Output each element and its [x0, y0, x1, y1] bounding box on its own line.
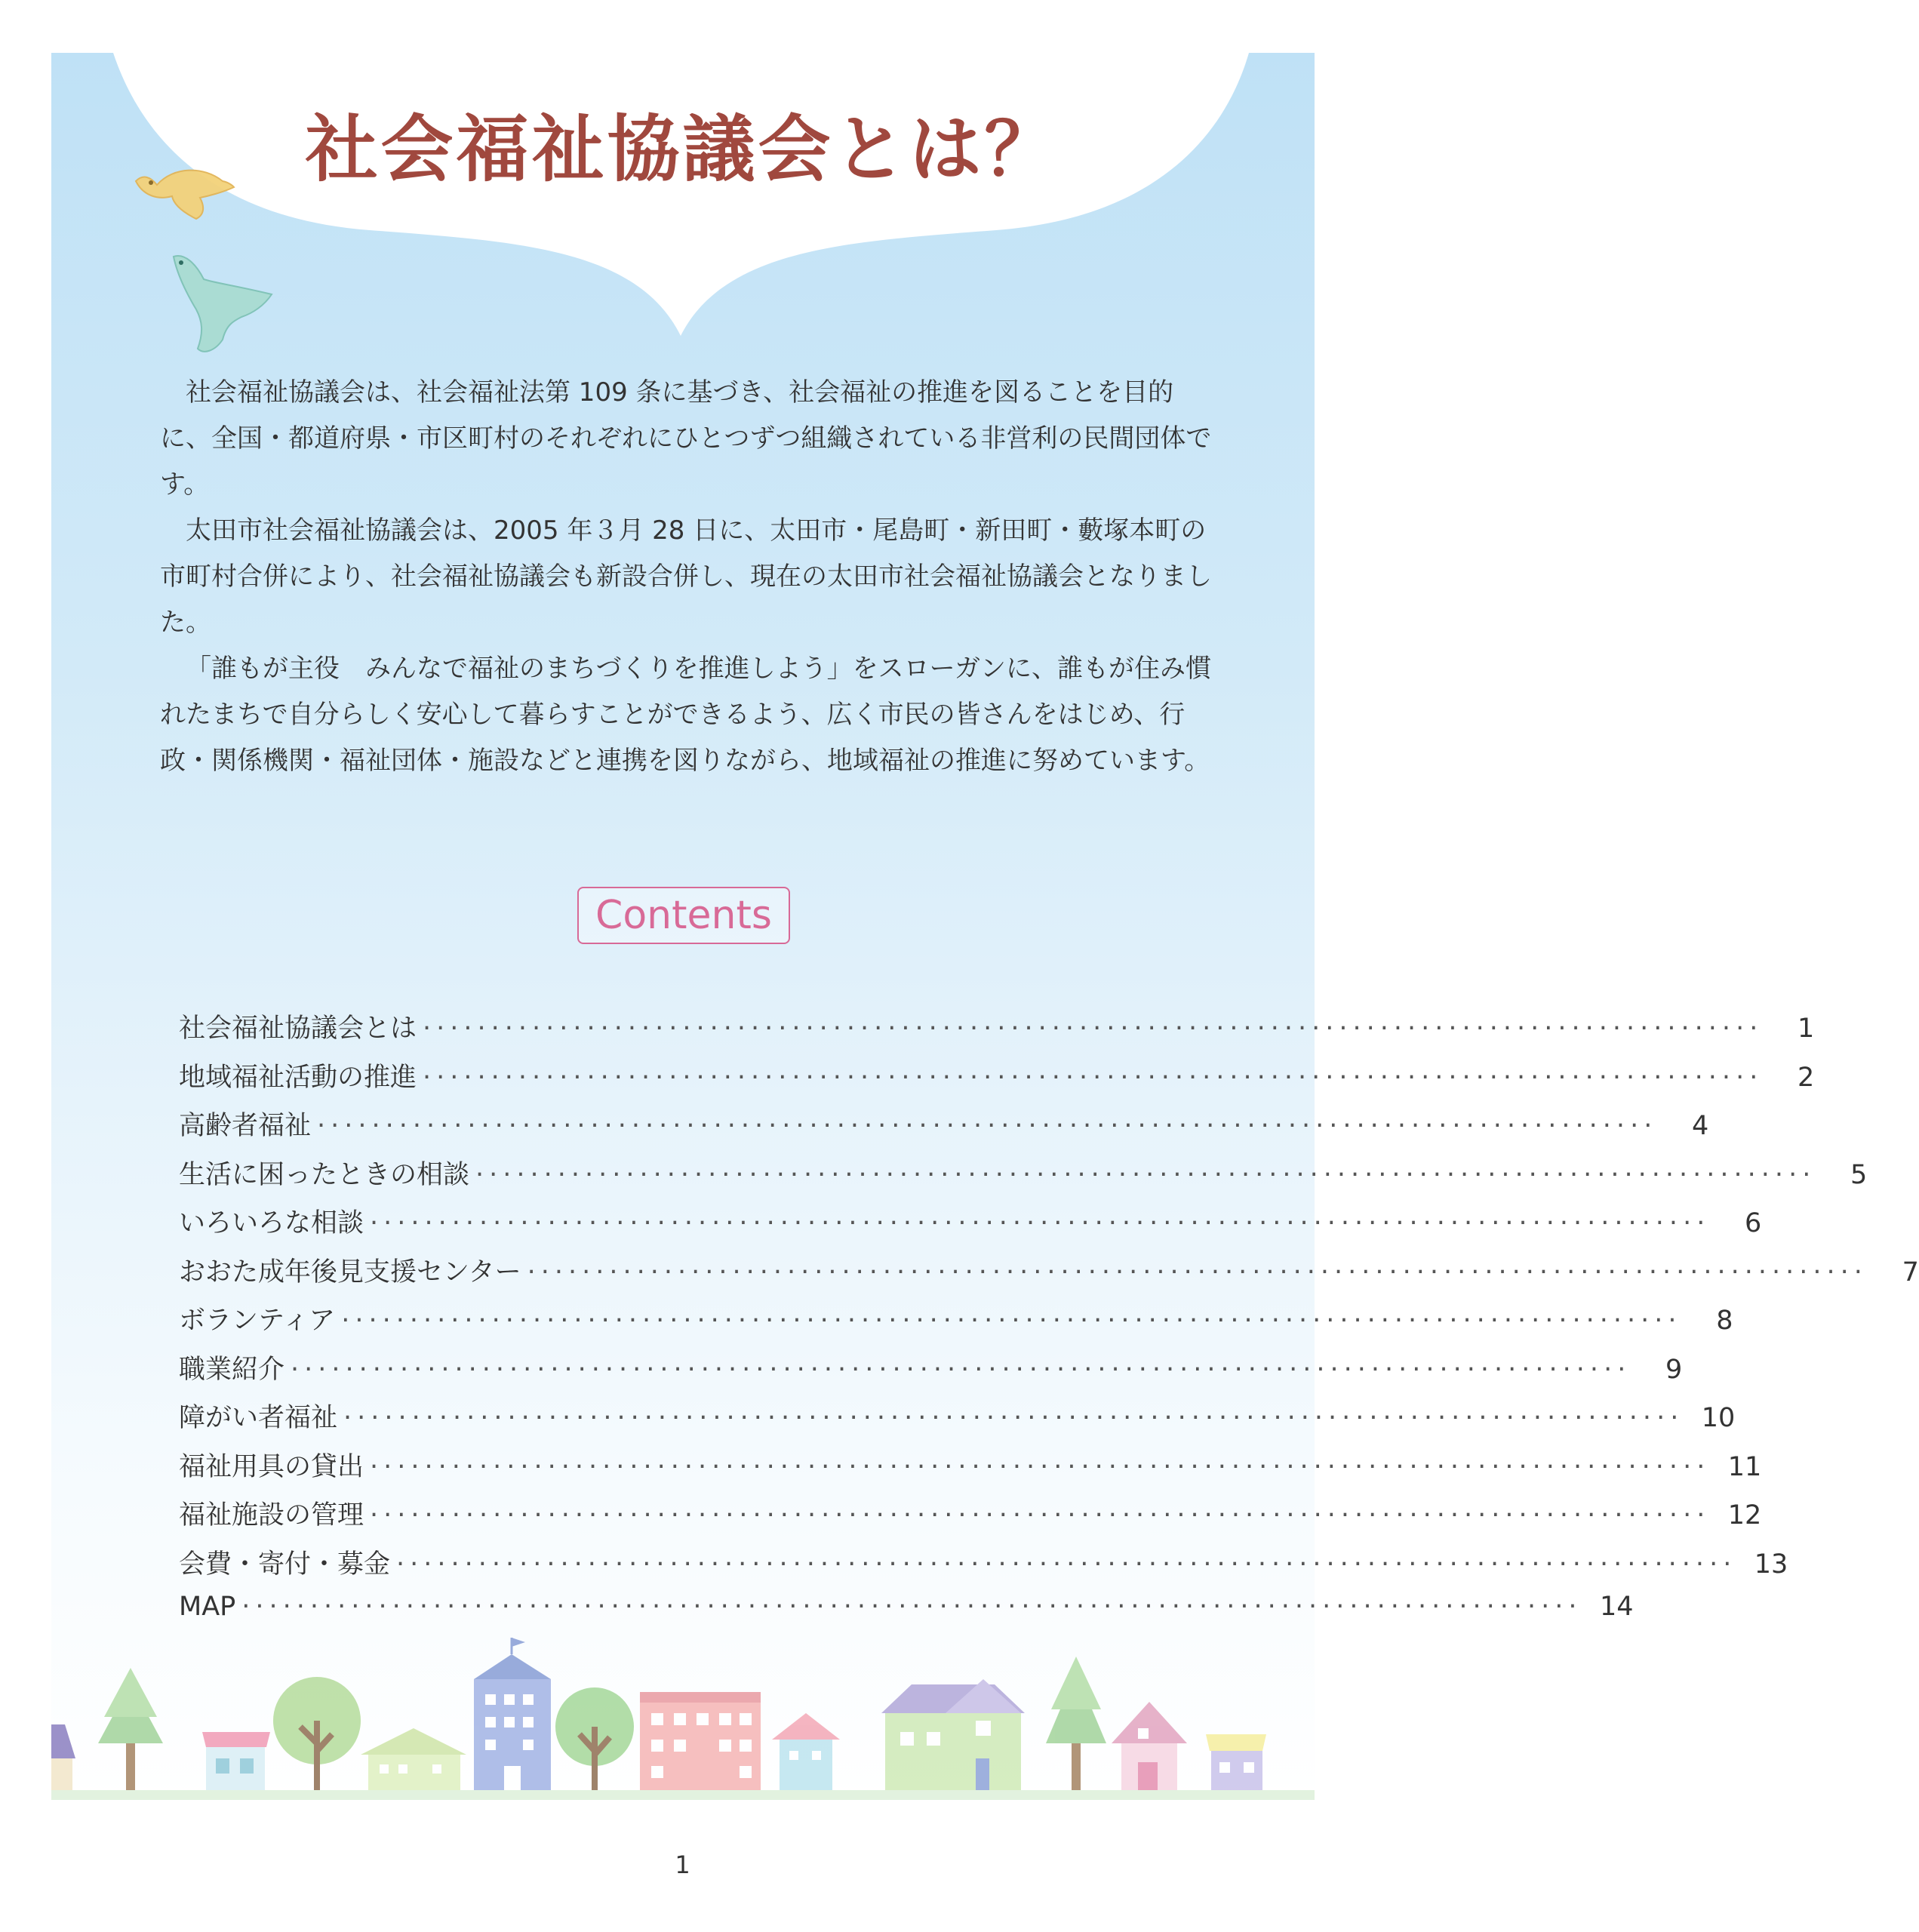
toc-leader-dots: ·································································································· — [423, 1014, 1764, 1044]
toc-entry[interactable] — [179, 1494, 1762, 1543]
intro-paragraph: 社会福祉協議会は、社会福祉法第 109 条に基づき、社会福祉の推進を図ることを目的に、全国・都道府県・市区町村のそれぞれにひとつずつ組織されている非営利の民間団体です。 — [160, 377, 1212, 500]
toc-page-number: 1 — [1798, 1014, 1815, 1044]
toc-leader-dots: ·································································································· — [475, 1159, 1816, 1190]
house-icon — [1206, 1734, 1266, 1790]
house-icon — [881, 1679, 1025, 1790]
toc-page-number: 9 — [1665, 1354, 1683, 1385]
toc-entry[interactable] — [179, 1154, 1868, 1203]
toc-label: 生活に困ったときの相談 — [179, 1159, 470, 1190]
green-bird-icon — [174, 256, 272, 352]
building-icon — [640, 1692, 761, 1790]
intro-paragraph: 太田市社会福祉協議会は、2005 年３月 28 日に、太田市・尾島町・新田町・藪塚本町の市町村合併により、社会福祉協議会も新設合併し、現在の太田市社会福祉協議会となりました。 — [160, 515, 1212, 638]
toc-leader-dots: ·································································································· — [341, 1306, 1682, 1336]
toc-page-number: 5 — [1850, 1159, 1868, 1190]
building-icon — [474, 1638, 551, 1790]
toc-label: 福祉用具の貸出 — [179, 1451, 364, 1482]
house-icon — [1112, 1702, 1187, 1790]
contents-heading: Contents — [577, 887, 790, 944]
toc-leader-dots: ·································································································· — [317, 1111, 1658, 1141]
toc-page-number: 10 — [1701, 1403, 1736, 1433]
toc-page-number: 12 — [1727, 1500, 1762, 1531]
table-of-contents — [179, 1008, 1919, 1641]
toc-page-number: 13 — [1754, 1549, 1788, 1580]
toc-page-number: 6 — [1745, 1208, 1762, 1238]
toc-label: MAP — [179, 1592, 236, 1622]
tree-icon — [1046, 1657, 1106, 1790]
toc-entry[interactable] — [179, 1057, 1815, 1106]
toc-leader-dots: ·································································································· — [396, 1549, 1737, 1580]
grass-strip — [51, 1790, 1315, 1800]
toc-leader-dots: ·································································································· — [370, 1451, 1711, 1482]
house-icon — [51, 1724, 75, 1790]
toc-label: 障がい者福祉 — [179, 1403, 338, 1433]
toc-leader-dots: ·································································································· — [241, 1592, 1582, 1622]
town-illustration — [51, 1638, 1315, 1800]
toc-page-number: 2 — [1798, 1062, 1815, 1093]
toc-label: おおた成年後見支援センター — [179, 1257, 521, 1287]
page-title: 社会福祉協議会とは？ — [305, 107, 1060, 192]
house-icon — [772, 1713, 840, 1790]
tree-icon — [273, 1677, 361, 1790]
toc-leader-dots: ·································································································· — [423, 1062, 1764, 1093]
toc-label: 社会福祉協議会とは — [179, 1014, 417, 1044]
toc-label: ボランティア — [179, 1306, 336, 1336]
toc-label: 福祉施設の管理 — [179, 1500, 364, 1531]
intro-text — [160, 370, 1216, 784]
house-icon — [202, 1732, 270, 1790]
house-icon — [361, 1728, 466, 1790]
intro-paragraph: 「誰もが主役 みんなで福祉のまちづくりを推進しよう」をスローガンに、誰もが住み慣れたまちで自分らしく安心して暮らすことができるよう、広く市民の皆さんをはじめ、行政・関係機関・福祉団体・施設などと連携を図りながら、地域福祉の推進に努めています。 — [160, 654, 1211, 776]
toc-entry[interactable] — [179, 1300, 1733, 1349]
toc-entry[interactable] — [179, 1543, 1788, 1592]
toc-leader-dots: ·································································································· — [343, 1403, 1684, 1433]
toc-entry[interactable] — [179, 1202, 1762, 1251]
toc-label: 職業紹介 — [179, 1354, 285, 1385]
toc-label: いろいろな相談 — [179, 1208, 364, 1238]
toc-entry[interactable] — [179, 1397, 1736, 1446]
toc-entry[interactable] — [179, 1008, 1815, 1057]
toc-page-number: 7 — [1902, 1257, 1919, 1287]
birds-illustration — [121, 151, 294, 362]
toc-entry[interactable] — [179, 1251, 1919, 1300]
toc-entry[interactable] — [179, 1592, 1634, 1641]
toc-leader-dots: ·································································································· — [291, 1354, 1631, 1385]
toc-page-number: 8 — [1716, 1306, 1733, 1336]
yellow-bird-icon — [136, 171, 234, 219]
page-number: 1 — [675, 1850, 690, 1879]
toc-label: 高齢者福祉 — [179, 1111, 312, 1141]
toc-page-number: 11 — [1727, 1451, 1762, 1482]
toc-label: 地域福祉活動の推進 — [179, 1062, 417, 1093]
toc-leader-dots: ·································································································· — [370, 1208, 1711, 1238]
toc-entry[interactable] — [179, 1446, 1762, 1495]
toc-leader-dots: ·································································································· — [527, 1257, 1868, 1287]
toc-page-number: 4 — [1692, 1111, 1709, 1141]
toc-label: 会費・寄付・募金 — [179, 1549, 391, 1580]
toc-entry[interactable] — [179, 1349, 1683, 1398]
toc-page-number: 14 — [1600, 1592, 1634, 1622]
toc-entry[interactable] — [179, 1105, 1709, 1154]
toc-leader-dots: ·································································································· — [370, 1500, 1711, 1531]
tree-icon — [555, 1687, 634, 1790]
tree-icon — [98, 1668, 163, 1790]
